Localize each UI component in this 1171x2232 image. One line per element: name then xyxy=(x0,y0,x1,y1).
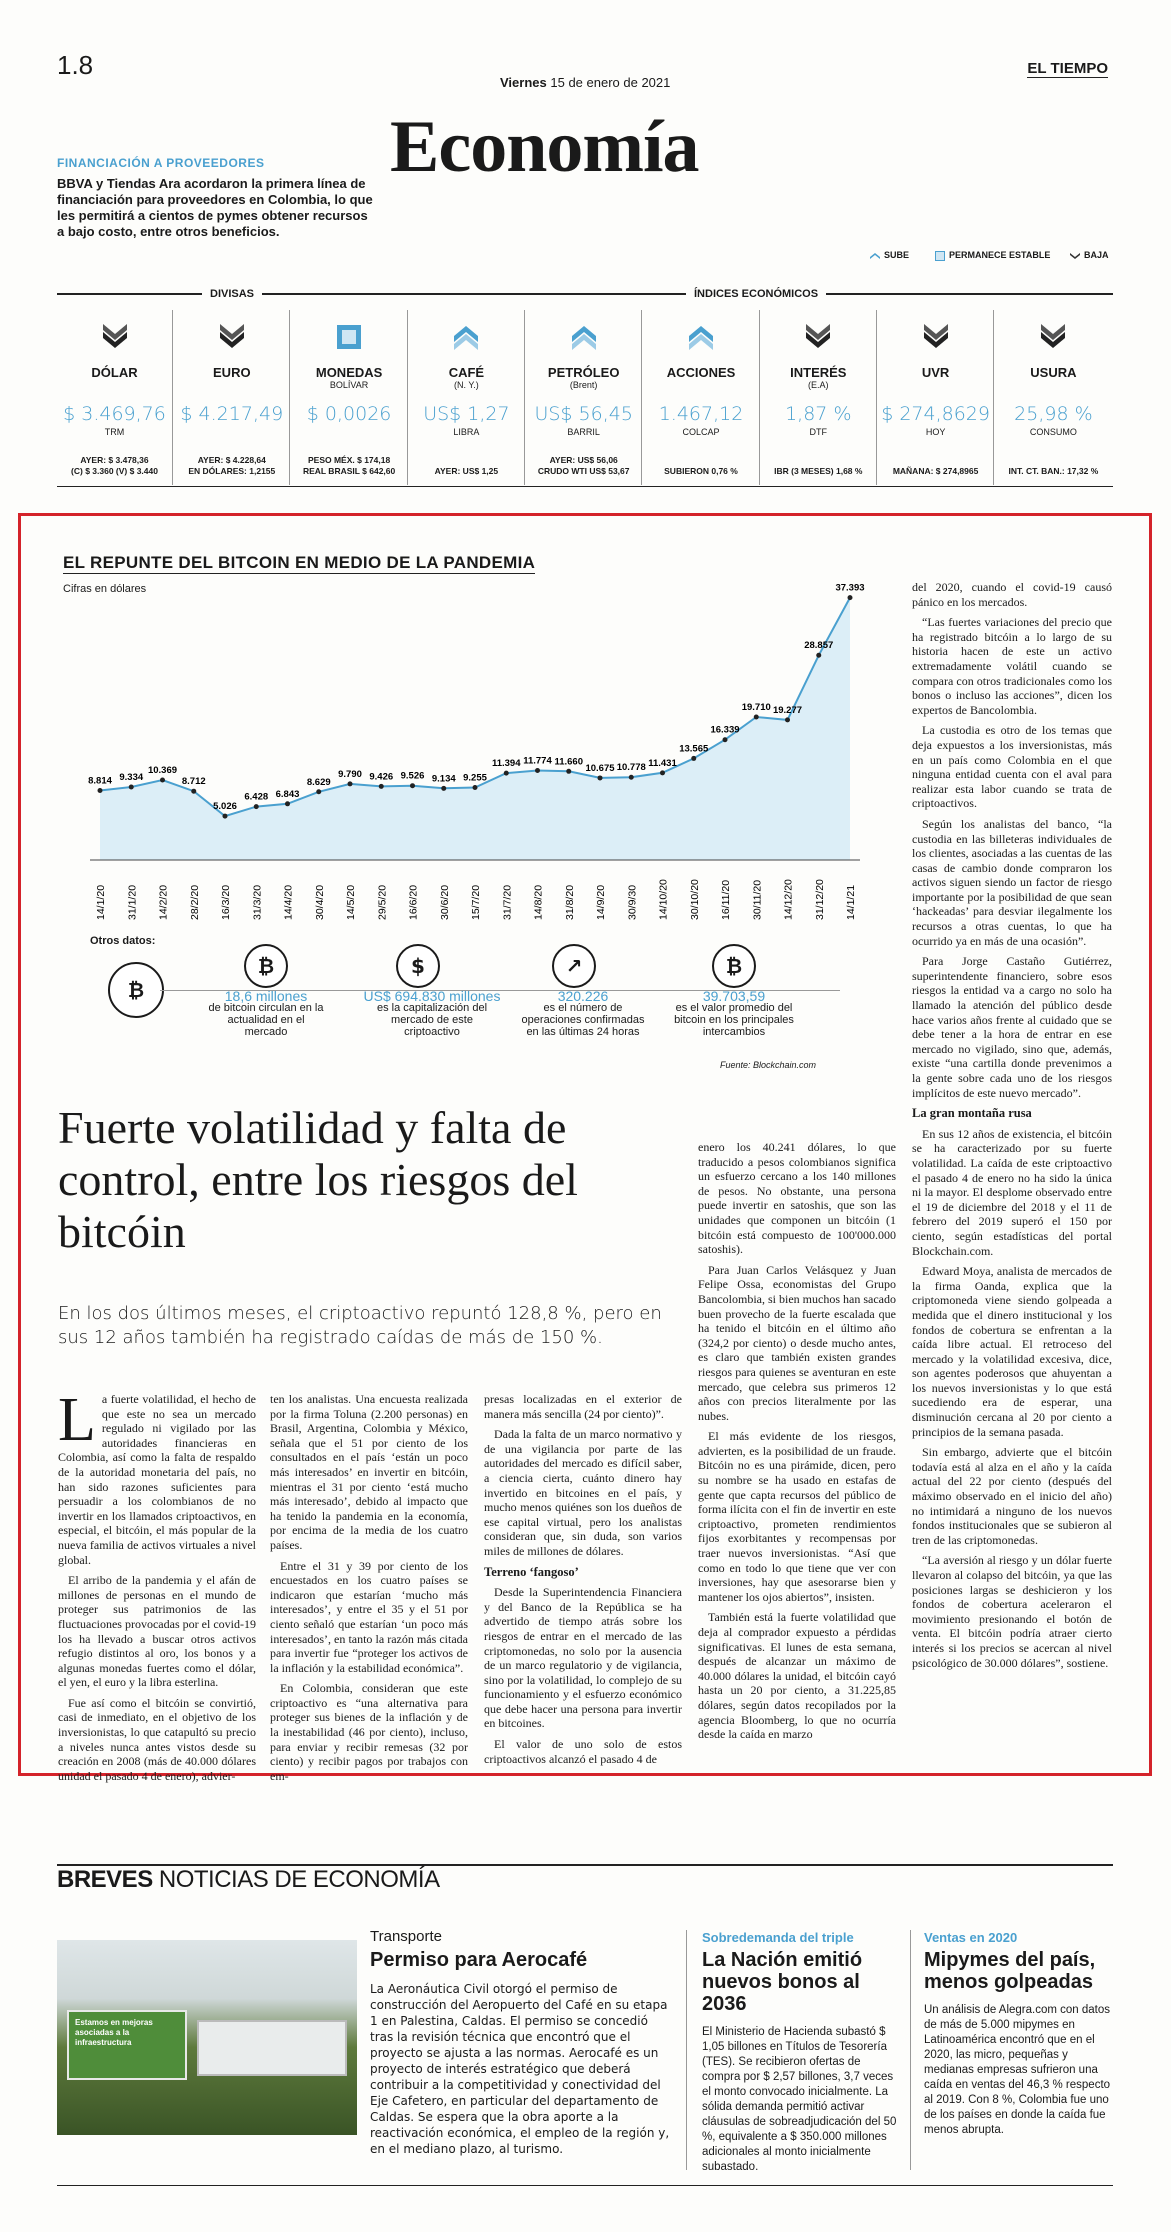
paragraph: Entre el 31 y 39 por ciento de los encuestados en los cuatro países se indicaron que estarían ‘mucho más interesados’, y entre el 35 y el 51 por ciento señaló que estarían ‘un poco más interesados’, en tanto la razón más citada para invertir fue “proteger los activos de la inflación y la estabilidad económica”. xyxy=(270,1558,468,1675)
trend-down-icon xyxy=(1039,322,1067,352)
bitcoin-hand-icon: ₿ xyxy=(108,962,164,1018)
chart-tick-label: 31/8/20 xyxy=(563,884,576,920)
chart-point xyxy=(160,778,165,783)
chart-data-label: 8.814 xyxy=(88,775,112,787)
money-bill-icon: $ xyxy=(396,944,440,988)
breve-title: La Nación emitió nuevos bonos al 2036 xyxy=(702,1949,863,2015)
bitcoin-icon: ₿ xyxy=(244,944,288,988)
paragraph: Edward Moya, analista de mercados de la firma Oanda, explica que la criptomoneda viene siendo golpeada a medida que el dinero institucional y los fondos de cobertura se enfrentan a la caída libre actual. El retroceso del mercado y la volatilidad excesiva, dice, son agentes poderosos que ahuyentan a los nuevos inversionistas y lo que está sucediendo era de esperar, una disminución cercana al 20 por ciento a principios de la semana pasada. xyxy=(912,1264,1112,1439)
indicator-2 xyxy=(292,310,408,485)
chart-tick-label: 14/10/20 xyxy=(657,879,670,920)
chart-point xyxy=(348,781,353,786)
chart-tick-label: 14/4/20 xyxy=(282,884,295,920)
chart-tick-label: 30/10/20 xyxy=(688,879,701,920)
breve-title: Permiso para Aerocafé xyxy=(370,1949,588,1971)
otros-datos-label: Otros datos: xyxy=(90,935,156,947)
indicator-5 xyxy=(644,310,760,485)
indicator-unit: CONSUMO xyxy=(1029,427,1077,437)
indicator-sub xyxy=(878,380,993,391)
trend-stable-icon xyxy=(335,322,363,352)
indicator-name: PETRÓLEO xyxy=(547,365,620,380)
chart-tick-label: 15/7/20 xyxy=(470,884,482,920)
indicator-value: US$ 56,45 xyxy=(534,403,633,425)
chart-point xyxy=(285,801,290,806)
indicator-7 xyxy=(878,310,994,485)
indicator-sub: (Brent) xyxy=(569,380,598,390)
otros-text: es el valor promedio del bitcoin en los principales intercambios xyxy=(674,1002,794,1038)
chart-tick-label: 16/11/20 xyxy=(720,879,732,920)
chart-tick-label: 28/2/20 xyxy=(188,884,201,920)
trend-down-icon xyxy=(804,322,832,352)
chart-data-label: 16.339 xyxy=(710,724,740,736)
chart-tick-label: 30/4/20 xyxy=(313,884,326,920)
indicator-name: ACCIONES xyxy=(666,365,736,380)
indicator-value: $ 0,0026 xyxy=(306,403,392,425)
chart-data-label: 11.431 xyxy=(648,757,677,769)
indicator-name: INTERÉS xyxy=(790,365,847,380)
trend-down-icon xyxy=(922,322,950,352)
indicators-bottom-rule xyxy=(57,486,1113,487)
growth-chart-icon: ↗ xyxy=(552,944,596,988)
chart-tick-label: 30/6/20 xyxy=(438,884,451,920)
chart-tick-label: 31/1/20 xyxy=(126,884,139,920)
legend-down-label: BAJA xyxy=(1084,250,1109,260)
trend-down-icon xyxy=(101,322,129,352)
stable-square-icon xyxy=(935,251,945,261)
chart-tick-label: 31/12/20 xyxy=(813,879,826,920)
paragraph: En sus 12 años de existencia, el bitcóin se ha caracterizado por su fuerte volatilidad. La caída de este criptoactivo el pasado 4 de enero no ha sido la única ni la mayor. El desplome observado entre el 19 de diciembre del 2018 y el 11 de febrero del 2019 superó el 150 por ciento, según estadísticas del portal Blockchain.com. xyxy=(912,1126,1112,1258)
paragraph: presas localizadas en el exterior de manera más sencilla (24 por ciento)”. xyxy=(484,1392,682,1421)
breves-title xyxy=(57,1866,440,1894)
article-headline: Fuerte volatilidad y falta de control, entre los riesgos del bitcóin xyxy=(58,1102,578,1257)
indicator-unit: DTF xyxy=(809,427,828,437)
paragraph: Según los analistas del banco, “la custodia en las billeteras individuales de los clientes, asociadas a las cuentas de las casas de cambio donde compraron los activos siguen siendo un factor de riesgo importante por la posibilidad de que sean ‘hackeadas’ para desviar ilegalmente los recursos a otras cuentas, lo que ha ocurrido ya en más de una ocasión”. xyxy=(912,816,1112,948)
breves-title-light: NOTICIAS DE ECONOMÍA xyxy=(158,1866,440,1893)
section-title: Economía xyxy=(390,106,699,188)
bitcoin-coin-icon: ₿ xyxy=(712,944,756,988)
indicator-sub xyxy=(57,380,172,391)
newspaper-brand: EL TIEMPO xyxy=(1027,60,1108,77)
chart-point xyxy=(98,788,103,793)
up-arrow-icon xyxy=(870,251,880,261)
indicator-name: CAFÉ xyxy=(448,365,485,380)
photo-sign: Estamos en mejoras asociadas a la infraestructura xyxy=(67,2010,187,2080)
chart-data-label: 11.774 xyxy=(523,755,552,767)
chart-point xyxy=(129,784,134,789)
chart-data-label: 10.778 xyxy=(616,762,646,774)
indicator-name: DÓLAR xyxy=(91,365,138,380)
indicator-value: $ 274,8629 xyxy=(881,403,990,425)
chart-data-label: 28.857 xyxy=(804,640,834,652)
chart-data-label: 9.426 xyxy=(369,771,394,783)
page-number: 1.8 xyxy=(57,50,94,80)
trend-up-icon xyxy=(452,322,480,352)
indicator-foot: AYER: US$ 56,06 CRUDO WTI US$ 53,67 xyxy=(537,455,630,476)
indicator-foot: AYER: $ 3.478,36 (C) $ 3.360 (V) $ 3.440 xyxy=(71,455,158,476)
chart-data-label: 10.675 xyxy=(585,762,615,774)
chart-point xyxy=(191,789,196,794)
paragraph: a fuerte volatilidad, el hecho de que este no sea un mercado regulado ni vigilado por las autoridades financieras en Colombia, así como la falta de respaldo de la autoridad monetaria del país, no han sido razones suficientes para persuadir a los colombianos de no invertir en los llamados criptoactivos, en especial, el bitcóin, el más popular de la nueva familia de activos virtuales a nivel global. xyxy=(58,1392,256,1567)
indicator-sub xyxy=(174,380,289,391)
chart-data-label: 9.526 xyxy=(400,770,425,782)
indicator-unit: HOY xyxy=(925,427,946,437)
indicator-foot: SUBIERON 0,76 % xyxy=(664,466,738,476)
legend-up-label: SUBE xyxy=(884,250,910,260)
breve-kicker: Sobredemanda del triple xyxy=(702,1930,854,1945)
article-column-3 xyxy=(484,1392,682,1772)
article-column-5 xyxy=(912,580,1112,1676)
article-column-1 xyxy=(58,1386,256,1789)
legend-stable xyxy=(935,250,1050,261)
chart-data-label: 10.369 xyxy=(147,765,178,777)
chart-tick-label: 16/6/20 xyxy=(407,884,420,920)
indicator-foot: INT. CT. BAN.: 17,32 % xyxy=(1008,466,1099,476)
group-divisas: DIVISAS xyxy=(202,288,262,300)
indicator-value: $ 4.217,49 xyxy=(180,403,284,425)
indicator-sub: (N. Y.) xyxy=(454,380,479,390)
chart-data-label: 8.629 xyxy=(306,776,331,788)
otros-item xyxy=(206,990,326,1038)
paragraph: También está la fuerte volatilidad que deja al comprador expuesto a pérdidas significativas. El lunes de esta semana, después de alcanzar un máximo de 40.000 dólares la unidad, el bitcóin cayó hasta un 20 por ciento, a 31.225,85 dólares, según datos recopilados por la agencia Bloomberg, lo que no ocurría desde la caída en marzo xyxy=(698,1610,896,1742)
chart-data-label: 37.393 xyxy=(835,582,865,594)
breve-item xyxy=(370,1928,670,2157)
paragraph: ten los analistas. Una encuesta realizada por la firma Toluna (2.200 personas) en Brasil, Argentina, Colombia y México, señala que el 51 por ciento de los consultados en el país ‘están un poco más interesados’ en invertir en bitcóin, mientras el 31 por ciento ‘está mucho más interesado’, debido al impacto que ha tenido la pandemia en la economía, por encima de la media de los cuatro países. xyxy=(270,1392,468,1552)
chart-tick-label: 14/1/21 xyxy=(845,884,857,920)
chart-data-label: 19.277 xyxy=(772,704,803,716)
paragraph: En Colombia, consideran que este criptoactivo es “una alternativa para proteger sus bienes de la inflación y de la inestabilidad (46 por ciento), incluso, para enviar y recibir remesas (32 por ciento) y recibir pagos por trabajos con em- xyxy=(270,1681,468,1783)
legend-up xyxy=(870,250,909,261)
chart-data-label: 9.134 xyxy=(431,773,456,785)
chart-data-label: 13.565 xyxy=(679,743,709,755)
article-column-2 xyxy=(270,1392,468,1789)
paragraph: enero los 40.241 dólares, lo que traducido a pesos colombianos significa un esfuerzo cercano a los 140 millones de pesos. No obstante, una persona puede invertir en satoshis, que son las unidades que componen un bitcóin (1 bitcóin está compuesto de 100'000.000 satoshis). xyxy=(698,1140,896,1257)
chart-tick-label: 30/9/30 xyxy=(626,884,639,920)
chart-data-label: 8.712 xyxy=(181,776,206,788)
indicator-name: MONEDAS xyxy=(315,365,383,380)
chart-data-label: 9.790 xyxy=(338,768,362,780)
indicator-foot: AYER: $ 4.228,64 EN DÓLARES: 1,2155 xyxy=(188,455,276,476)
indicator-0 xyxy=(57,310,173,485)
indicator-6 xyxy=(761,310,877,485)
otros-value: 18,6 millones xyxy=(224,988,308,1004)
chart-point xyxy=(660,770,665,775)
chart-tick-label: 31/3/20 xyxy=(251,884,264,920)
otros-value: 320.226 xyxy=(557,988,609,1004)
chart-tick-label: 14/2/20 xyxy=(157,884,170,920)
bottom-rule xyxy=(57,2185,1113,2186)
trend-up-icon xyxy=(570,322,598,352)
paragraph: Desde la Superintendencia Financiera y del Banco de la República se ha advertido de tiempo atrás sobre los riesgos de entrar en el mercado de las criptomonedas, no solo por la ausencia de un marco regulatorio y de vigilancia, sino por la volatilidad, lo complejo de su funcionamiento y el esfuerzo económico que debe hacer una persona para invertir en bitcoines. xyxy=(484,1585,682,1731)
chart-data-label: 6.428 xyxy=(244,791,269,803)
chart-tick-label: 31/7/20 xyxy=(501,884,514,920)
indicator-foot: MAÑANA: $ 274,8965 xyxy=(892,466,979,476)
legend-stable-label: PERMANECE ESTABLE xyxy=(949,250,1051,260)
indicator-unit: LIBRA xyxy=(453,427,480,437)
otros-item xyxy=(518,990,648,1038)
photo-billboard xyxy=(197,2020,347,2076)
chart-tick-label: 30/11/20 xyxy=(751,879,764,920)
indicator-value: US$ 1,27 xyxy=(423,403,510,425)
chart-tick-label: 14/1/20 xyxy=(95,884,107,920)
indicator-1 xyxy=(174,310,290,485)
down-arrow-icon xyxy=(1070,251,1080,261)
chart-point xyxy=(473,785,478,790)
otros-text: es la capitalización del mercado de este criptoactivo xyxy=(376,1002,488,1038)
breve-item xyxy=(702,1930,902,2175)
chart-point xyxy=(316,789,321,794)
otros-value: US$ 694.830 millones xyxy=(363,988,501,1004)
chart-data-label: 6.843 xyxy=(275,788,300,800)
breve-title: Mipymes del país, menos golpeadas xyxy=(924,1949,1096,1993)
chart-point xyxy=(848,595,853,600)
chart-data-label: 19.710 xyxy=(741,701,771,713)
indicator-value: 1.467,12 xyxy=(658,403,744,425)
chart-data-label: 11.394 xyxy=(491,758,521,770)
indicator-foot: PESO MÉX. $ 174,18 REAL BRASIL $ 642,60 xyxy=(302,455,396,476)
chart-tick-label: 14/9/20 xyxy=(595,884,607,920)
article-column-4 xyxy=(698,1140,896,1748)
breve-kicker: Transporte xyxy=(370,1928,442,1945)
indicator-3 xyxy=(409,310,525,485)
breve-body: La Aeronáutica Civil otorgó el permiso de construcción del Aeropuerto del Café en su etapa 1 en Palestina, Caldas. El permiso se concedió tras la revisión técnica que encontró que el proyecto se ajusta a las normas. Aerocafé es un proyecto de interés estratégico que deberá contribuir a la competitividad y conectividad del Eje Cafetero, en particular del departamento de Caldas. Se espera que la obra aporte a la reactivación económica, el empleo de la región y, en el mediano plazo, al turismo. xyxy=(370,1982,670,2156)
chart-data-label: 5.026 xyxy=(213,801,237,813)
dropcap: L xyxy=(58,1386,96,1454)
chart-point xyxy=(441,786,446,791)
breve-kicker: Ventas en 2020 xyxy=(924,1930,1018,1945)
lead-kicker: FINANCIACIÓN A PROVEEDORES xyxy=(57,156,265,170)
date-day: Viernes xyxy=(500,75,547,90)
chart-source: Fuente: Blockchain.com xyxy=(720,1060,817,1070)
paragraph: “La aversión al riesgo y un dólar fuerte llevaron al colapso del bitcóin, ya que las posiciones largas se deshicieron y los fondos de cobertura aceleraron el movimiento presionando el botón de venta. El bitcóin podría atraer cierto interés si los precios se acercan al nivel psicológico de 30.000 dólares”, sostiene. xyxy=(912,1553,1112,1670)
paragraph: Para Juan Carlos Velásquez y Juan Felipe Ossa, economistas del Grupo Bancolombia, si bien muchos han sacado buen provecho de la fuerte escalada que ha tenido el bitcóin en el último año (324,2 por ciento) o desde mucho antes, es claro que también existen grandes riesgos para quienes se aventuran en este mercado, que celebra sus primeros 12 años con precios literalmente por las nubes. xyxy=(698,1262,896,1423)
chart-data-label: 9.255 xyxy=(463,772,487,784)
indicator-foot: AYER: US$ 1,25 xyxy=(434,466,499,476)
indicator-8 xyxy=(995,310,1111,485)
paragraph: Sin embargo, advierte que el bitcóin todavía está al alza en el año y la caída actual del 22 por ciento (después del máximo observado en el inicio del año) no intimidará a ninguno de los nuevos fondos institucionales que se subieron al tren de las criptomonedas. xyxy=(912,1445,1112,1547)
chart-point xyxy=(254,804,259,809)
indicator-sub xyxy=(995,380,1111,391)
otros-value: 39.703,59 xyxy=(702,988,766,1004)
chart-subtitle: Cifras en dólares xyxy=(63,583,147,595)
chart-point xyxy=(535,768,540,773)
chart-point xyxy=(754,714,759,719)
chart-title: EL REPUNTE DEL BITCOIN EN MEDIO DE LA PANDEMIA xyxy=(63,553,536,572)
breves-title-bold: BREVES xyxy=(57,1866,153,1893)
indicator-foot: IBR (3 MESES) 1,68 % xyxy=(774,466,863,476)
paragraph: El arribo de la pandemia y el afán de millones de personas en el mundo de proteger sus patrimonios de las fluctuaciones provocadas por el covid-19 los ha llevado a buscar otros activos refugio distintos al oro, los bonos y a algunas monedas fuertes como el dólar, el yen, el euro y la libra esterlina. xyxy=(58,1573,256,1690)
otros-text: de bitcoin circulan en la actualidad en el mercado xyxy=(208,1002,324,1038)
indicator-4 xyxy=(526,310,642,485)
paragraph: Fue así como el bitcóin se convirtió, casi de inmediato, en el objetivo de los inversionistas, lo que catapultó su precio a niveles nunca antes vistos desde su creación en 2008 (más de 40.000 dólares unidad el pasado 4 de enero), advier- xyxy=(58,1695,256,1783)
indicator-value: 25,98 % xyxy=(1014,403,1093,425)
paragraph: del 2020, cuando el covid-19 causó pánico en los mercados. xyxy=(912,580,1112,609)
breve-body: Un análisis de Alegra.com con datos de más de 5.000 mipymes en Latinoamérica encontró que en el 2020, las micro, pequeñas y medianas empresas sufrieron una caída en ventas del 46,3 % respecto al 2019. Con 8 %, Colombia fue uno de los países en donde la caída fue menos abrupta. xyxy=(924,2004,1111,2136)
subheading: Terreno ‘fangoso’ xyxy=(484,1564,579,1579)
chart-tick-label: 29/5/20 xyxy=(376,884,389,920)
breves-divider xyxy=(686,1930,687,2170)
breves-divider xyxy=(910,1930,911,2170)
paragraph: Dada la falta de un marco normativo y de una vigilancia por parte de las autoridades del mercado es difícil saber, a ciencia cierta, cuánto dinero hay invertido en bitcoines en el país, y mucho menos quiénes son los dueños de ese capital virtual, pero los analistas consideran que, sin duda, son varios miles de millones de dólares. xyxy=(484,1427,682,1558)
chart-point xyxy=(816,653,821,658)
indicator-value: $ 3.469,76 xyxy=(63,403,166,425)
subheading: La gran montaña rusa xyxy=(912,1106,1032,1121)
chart-point xyxy=(785,717,790,722)
chart-point xyxy=(566,769,571,774)
indicator-name: USURA xyxy=(1030,365,1077,380)
otros-text: es el número de operaciones confirmadas en las últimas 24 horas xyxy=(521,1002,645,1038)
chart-point xyxy=(223,814,228,819)
chart-tick-label: 16/3/20 xyxy=(220,884,232,920)
chart-data-label: 11.660 xyxy=(554,756,584,768)
paragraph: La custodia es otro de los temas que deja expuestos a los inversionistas, más en un país como Colombia en el que ninguna entidad cuenta con el aval para realizar esta labor cuando se trata de criptoactivos. xyxy=(912,723,1112,811)
trend-up-icon xyxy=(687,322,715,352)
chart-data-label: 9.334 xyxy=(119,771,144,783)
indicator-name: EURO xyxy=(213,365,251,380)
indicator-unit: TRM xyxy=(104,427,125,437)
paragraph: Para Jorge Castaño Gutiérrez, superintendente financiero, sobre esos riesgos la entidad va a cargo no solo ha llamado la atención del público desde hace varios años frente al cuidado que se debe tener a la hora de entrar en ese mercado no vigilado, sino que, además, existe “una cartilla donde prevenimos a la gente sobre cada uno de los riesgos implícitos de este nuevo mercado”. xyxy=(912,954,1112,1100)
chart-point xyxy=(410,783,415,788)
legend-down xyxy=(1070,250,1109,261)
group-indices: ÍNDICES ECONÓMICOS xyxy=(686,288,826,300)
indicator-sub xyxy=(644,380,759,391)
indicator-sub: (E.A) xyxy=(808,380,829,390)
aerocafe-photo xyxy=(57,1940,357,2135)
indicator-sub: BOLÍVAR xyxy=(329,380,369,390)
indicator-name: UVR xyxy=(921,365,950,380)
paragraph: El valor de uno solo de estos criptoactivos alcanzó el pasado 4 de xyxy=(484,1737,682,1766)
date-line xyxy=(500,75,670,90)
chart-point xyxy=(598,775,603,780)
bitcoin-price-chart xyxy=(60,560,880,960)
date-rest: 15 de enero de 2021 xyxy=(550,75,671,90)
indicator-unit: COLCAP xyxy=(682,427,720,437)
chart-point xyxy=(379,784,384,789)
chart-point xyxy=(691,756,696,761)
indicator-unit: BARRIL xyxy=(567,427,600,437)
indicator-value: 1,87 % xyxy=(785,403,852,425)
chart-tick-label: 14/5/20 xyxy=(345,884,357,920)
paragraph: “Las fuertes variaciones del precio que ha registrado bitcóin a lo largo de su historia hacen de este un activo extremadamente volátil cuando se compara con otros tradicionales como los bonos o incluso las acciones”, dicen los expertos de Bancolombia. xyxy=(912,615,1112,717)
lead-text: BBVA y Tiendas Ara acordaron la primera línea de financiación para proveedores en Colombia, lo que les permitirá a cientos de pymes obtener recursos a bajo costo, entre otros beneficios. xyxy=(57,176,373,239)
breve-item xyxy=(924,1930,1114,2138)
trend-down-icon xyxy=(218,322,246,352)
chart-point xyxy=(629,775,634,780)
paragraph: El más evidente de los riesgos, advierten, es la posibilidad de un fraude. Bitcóin no es una pirámide, dicen, pero su nombre se ha usado en estafas de gente que capta recursos del público de forma ilícita con el fin de invertir en este criptoactivo, prometen rendimientos fijos exorbitantes y recompensas por traer nuevos inversionistas. “Así que como en todo lo que tiene que ver con inversiones, hay que asesorarse bien y mantener los ojos abiertos”, insisten. xyxy=(698,1429,896,1604)
article-deck: En los dos últimos meses, el criptoactivo repuntó 128,8 %, pero en sus 12 años también ha registrado caídas de más de 150 %. xyxy=(58,1303,662,1348)
chart-point xyxy=(504,771,509,776)
otros-item xyxy=(664,990,804,1038)
chart-tick-label: 14/8/20 xyxy=(532,884,545,920)
breve-body: El Ministerio de Hacienda subastó $ 1,05 billones en Títulos de Tesorería (TES). Se recibieron ofertas de compra por $ 2,57 billones, 3,7 veces el monto convocado inicialmente. La sólida demanda permitió activar cláusulas de sobreadjudicación del 50 %, equivalente a $ 350.000 millones adicionales al monto inicialmente subastado. xyxy=(702,2026,897,2173)
chart-point xyxy=(723,737,728,742)
chart-tick-label: 14/12/20 xyxy=(782,879,795,920)
otros-item xyxy=(362,990,502,1038)
